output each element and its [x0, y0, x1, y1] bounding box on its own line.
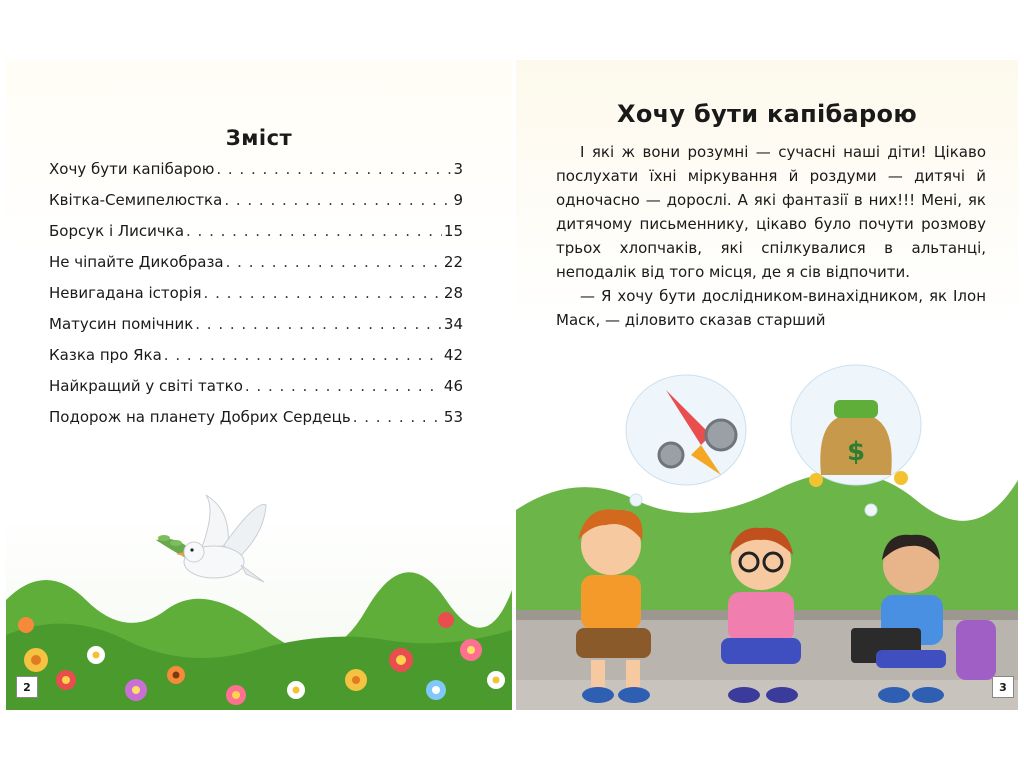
right-page: [516, 60, 1018, 710]
story-paragraph: І які ж вони розумні — сучасні наші діти! Цікаво послухати їхні міркування й роздуми — дитячі й одночасно — дорослі. А які фантазії в них!!! Мені, як дитячому письменнику, цікаво було почути розмову трьох хлопчаків, які спілкувалися в альтанці, неподалік від того місця, де я сів відпочити.: [556, 143, 986, 281]
toc-entry-page: 34: [443, 315, 463, 333]
toc-entry-page: 42: [443, 346, 463, 364]
toc-title: Зміст: [225, 126, 293, 150]
toc-entry-title: Казка про Яка: [49, 346, 162, 364]
toc-entry-title: Хочу бути капібарою: [49, 160, 215, 178]
flower-meadow-illustration: [6, 540, 512, 710]
book-spread: [6, 60, 1018, 710]
toc-leader-dots: [353, 408, 442, 426]
money-bag-dollar-sign: $: [846, 437, 866, 467]
toc-entry-title: Борсук і Лисичка: [49, 222, 185, 240]
toc-entry-page: 22: [443, 253, 463, 271]
toc-entry-page: 46: [443, 377, 463, 395]
story-text: [556, 140, 986, 332]
toc-leader-dots: [224, 191, 451, 209]
toc-entry-page: 28: [443, 284, 463, 302]
toc-entry-page: 9: [453, 191, 463, 209]
toc-entry-page: 3: [453, 160, 463, 178]
toc-entry-title: Квітка-Семипелюстка: [49, 191, 223, 209]
toc-leader-dots: [195, 315, 442, 333]
toc-entry: [49, 160, 463, 191]
story-paragraph: — Я хочу бути дослідником-винахідником, як Ілон Маск, — діловито сказав старший: [556, 287, 986, 329]
toc-entry: [49, 408, 463, 439]
left-page: [6, 60, 512, 710]
toc-leader-dots: [226, 253, 442, 271]
toc-leader-dots: [216, 160, 451, 178]
toc-leader-dots: [245, 377, 442, 395]
page-number-left: 2: [16, 676, 38, 698]
toc-entry: [49, 377, 463, 408]
toc-entry: [49, 315, 463, 346]
toc-entry-title: Невигадана історія: [49, 284, 202, 302]
toc-entry: [49, 253, 463, 284]
toc-entry-title: Не чіпайте Дикобраза: [49, 253, 224, 271]
toc-leader-dots: [186, 222, 442, 240]
toc-entry-page: 15: [443, 222, 463, 240]
table-of-contents: [49, 160, 463, 439]
toc-entry-page: 53: [443, 408, 463, 426]
toc-entry-title: Матусин помічник: [49, 315, 194, 333]
toc-entry: [49, 284, 463, 315]
toc-entry: [49, 191, 463, 222]
story-title: Хочу бути капібарою: [617, 100, 917, 128]
page-number-right: 3: [992, 676, 1014, 698]
toc-entry: [49, 222, 463, 253]
toc-entry: [49, 346, 463, 377]
toc-entry-title: Подорож на планету Добрих Сердець: [49, 408, 351, 426]
toc-entry-title: Найкращий у світі татко: [49, 377, 243, 395]
boys-on-bench-illustration: [516, 360, 1018, 710]
toc-leader-dots: [164, 346, 442, 364]
toc-leader-dots: [204, 284, 442, 302]
